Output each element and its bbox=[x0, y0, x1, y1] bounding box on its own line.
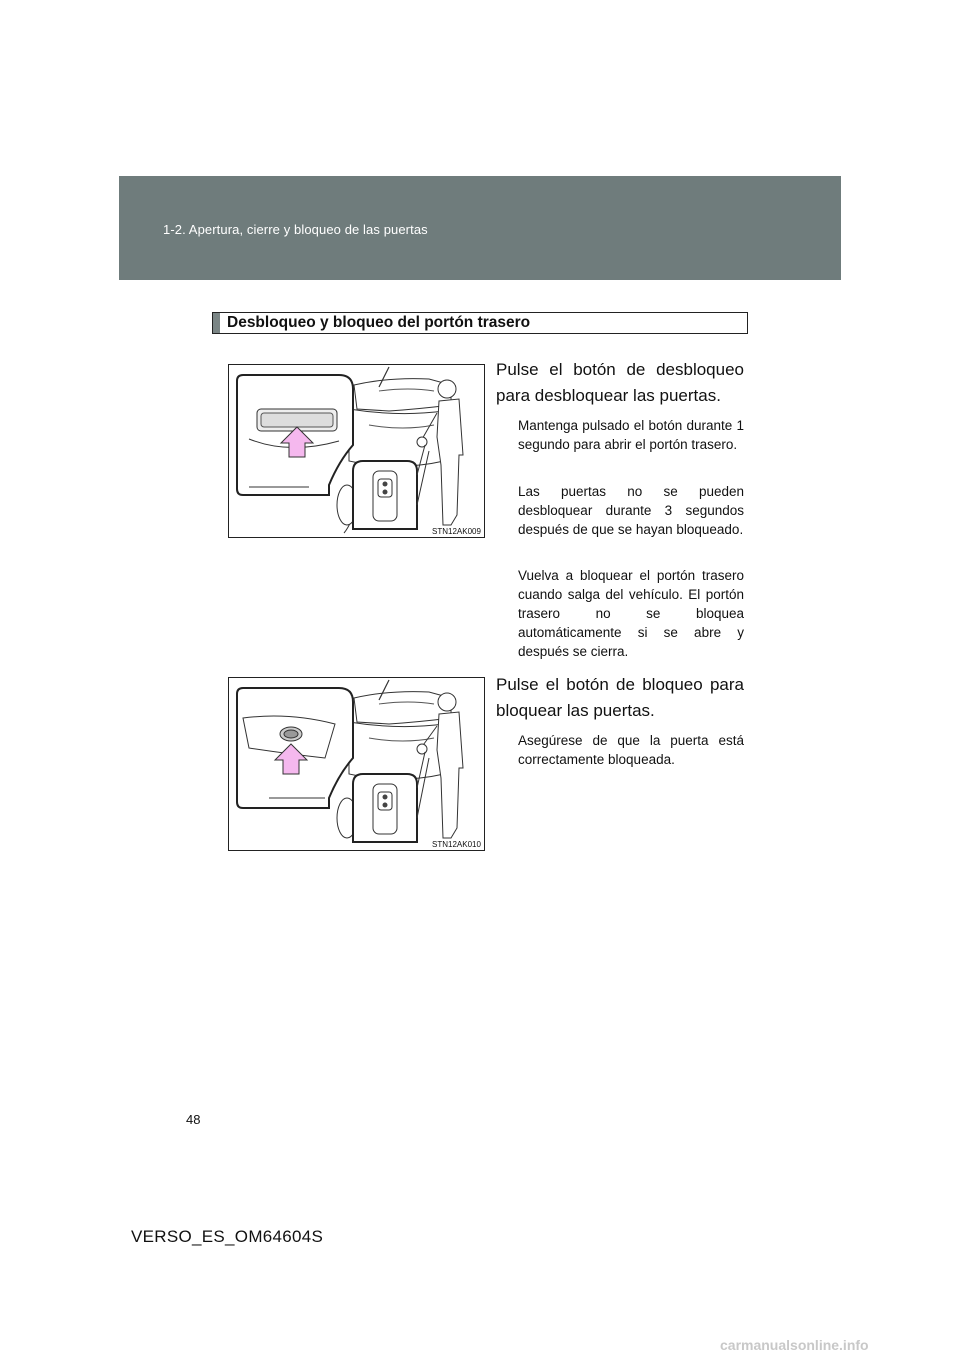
document-code: VERSO_ES_OM64604S bbox=[131, 1227, 324, 1246]
unlock-note: Vuelva a bloquear el portón trasero cuando salga del vehículo. El portón trasero no se bloquea automáticamente si se abre y después se cierra. bbox=[518, 568, 744, 659]
lock-note: Asegúrese de que la puerta está correctamente bloqueada. bbox=[518, 733, 744, 767]
unlock-note: Mantenga pulsado el botón durante 1 segundo para abrir el portón trasero. bbox=[518, 418, 744, 452]
figure-code: STN12AK009 bbox=[432, 527, 481, 536]
unlock-illustration bbox=[229, 365, 484, 537]
section-heading-box bbox=[212, 312, 748, 334]
section-marker bbox=[213, 313, 220, 333]
figure-code: STN12AK010 bbox=[432, 840, 481, 849]
figure-lock-illustration bbox=[228, 677, 485, 851]
figure-unlock-illustration bbox=[228, 364, 485, 538]
lock-lead-text: Pulse el botón de bloqueo para bloquear las puertas. bbox=[496, 675, 744, 720]
watermark: carmanualsonline.info bbox=[720, 1337, 869, 1353]
lock-illustration bbox=[229, 678, 484, 850]
page-number: 48 bbox=[186, 1112, 201, 1127]
breadcrumb: 1-2. Apertura, cierre y bloqueo de las puertas bbox=[163, 222, 428, 237]
unlock-note: Las puertas no se pueden desbloquear durante 3 segundos después de que se hayan bloqueado. bbox=[518, 484, 744, 537]
section-title: Desbloqueo y bloqueo del portón trasero bbox=[227, 314, 531, 331]
unlock-lead-text: Pulse el botón de desbloqueo para desbloquear las puertas. bbox=[496, 360, 744, 405]
